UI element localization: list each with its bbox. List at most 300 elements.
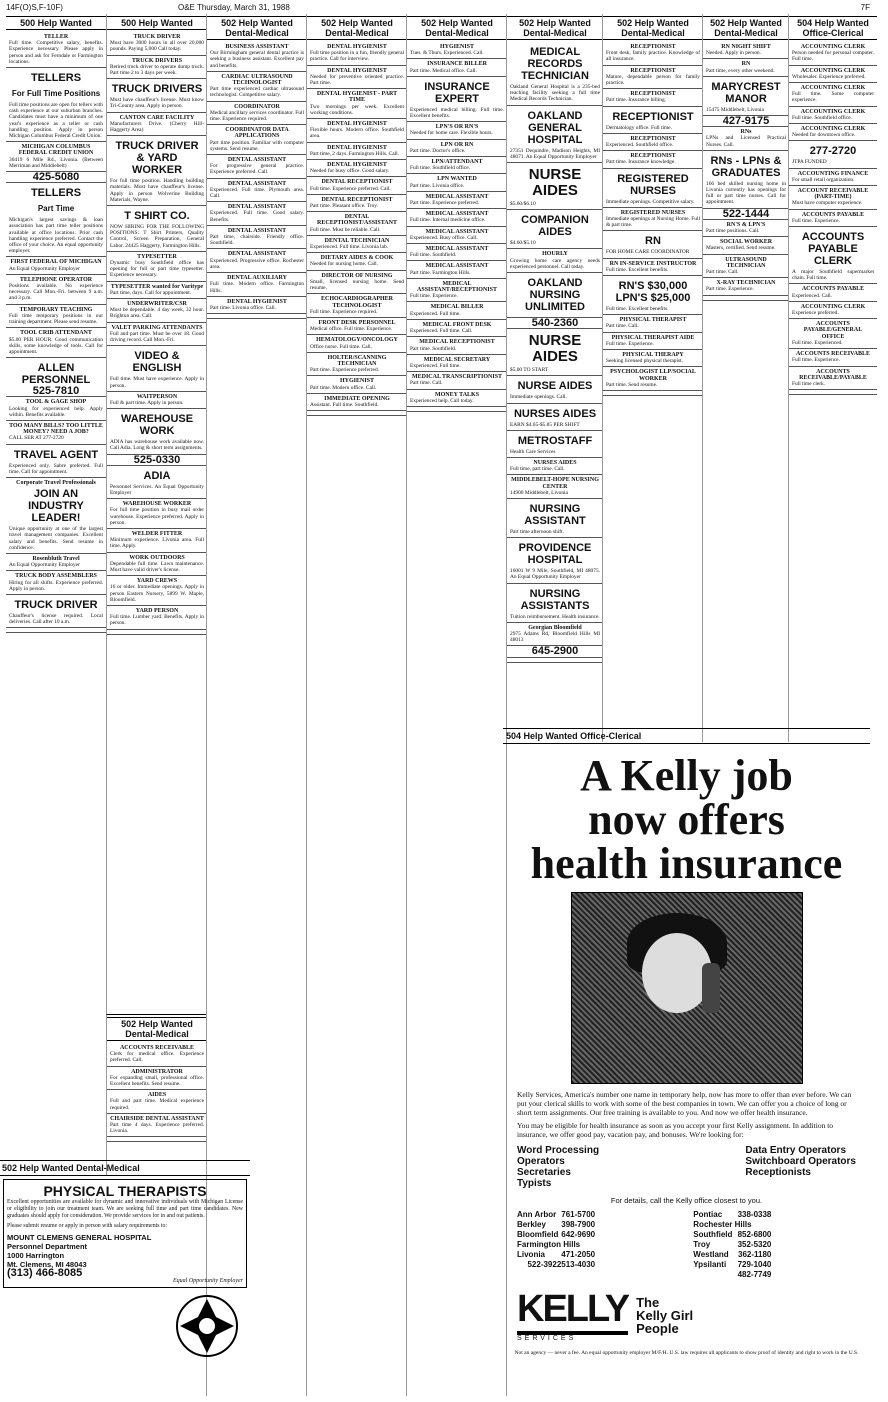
ad-heading: YARD PERSON: [135, 607, 179, 614]
ad-heading: ACCOUNTING CLERK: [800, 85, 866, 92]
classified-ad: [407, 157, 507, 174]
ad-text: Full and part time. Medical experience required.: [110, 1098, 204, 1111]
ad-text: Medical office. Full time. Experience.: [310, 326, 393, 333]
ad-heading: HYGIENIST: [339, 378, 374, 385]
classified-ad: [507, 329, 603, 376]
ad-text: Experienced. Full time. Livonia lab.: [310, 244, 388, 251]
ad-heading: LPN'S OR RN'S: [435, 124, 479, 131]
section-header: 502 Help Wanted Dental-Medical: [207, 16, 307, 40]
ad-text: Michigan's largest savings & loan association has part time teller positions available at office locations. Prior cash handling experience preferred. Contact the office of your choice. An equal opportunity employer.: [9, 217, 103, 255]
ad-heading: RECEPTIONIST: [630, 67, 676, 74]
classified-ad: [603, 367, 703, 391]
ad-display-heading: TRUCK DRIVER: [14, 598, 98, 611]
ad-text: Experienced. Progressive office. Rochester area.: [210, 257, 304, 270]
ad-heading: ADMINISTRATOR: [131, 1068, 183, 1075]
classified-ad: [307, 376, 407, 393]
ad-phone: 645-2900: [531, 645, 579, 658]
classified-ad: [507, 584, 603, 623]
ad-text: Part time. Doctor's office.: [410, 147, 466, 154]
position-item: Switchboard Operators: [745, 1156, 856, 1167]
ad-text: An Equal Opportunity Employer: [9, 562, 80, 569]
classified-ad: [407, 192, 507, 209]
ad-heading: X-RAY TECHNICIAN: [716, 280, 776, 287]
ad-subheading: Part Time: [37, 204, 75, 214]
classified-ad: [789, 227, 877, 284]
ad-display-heading: NURSE AIDES: [517, 380, 593, 393]
ad-heading: ECHOCARDIOGRAPHER TECHNOLOGIST: [320, 296, 393, 309]
ad-heading: ACCOUNTING CLERK: [800, 303, 866, 310]
ad-text: Part time. Experience preferred.: [310, 367, 379, 374]
ad-display-heading: NURSES AIDES: [513, 407, 597, 420]
classified-ad: [789, 66, 877, 83]
hospital-logo-icon: [172, 1291, 242, 1361]
office-city: Troy: [693, 1240, 711, 1249]
classified-ad: [789, 302, 877, 319]
ad-heading: MIDDLEBELT-HOPE NURSING CENTER: [511, 477, 599, 490]
classified-ad: [6, 571, 106, 595]
ad-display-heading: COMPANION AIDES: [521, 214, 589, 239]
ad-text: 166 bed skilled nursing home in Livonia currently has openings for full or part time nurses. Call for appointment.: [706, 180, 786, 206]
ad-text: Looking for experienced help. Apply within. Benefits available.: [9, 405, 103, 418]
ad-heading: Corporate Travel Professionals: [16, 479, 96, 486]
ad-text: Hiring for all shifts. Experience preferred. Apply in person.: [9, 579, 103, 592]
position-item: Data Entry Operators: [745, 1145, 847, 1156]
ad-text: Oakland General Hospital is a 235-bed teaching facility seeking a full time Medical Records Technician.: [510, 84, 600, 103]
classified-ad: [789, 42, 877, 66]
ad-cta: Please submit resume or apply in person with salary requirements to:: [7, 1223, 168, 1229]
ad-display-heading: JOIN AN INDUSTRY LEADER!: [28, 488, 84, 525]
ad-heading: TYPESETTER wanted for Varitype: [110, 283, 204, 290]
ad-heading: ULTRASOUND TECHNICIAN: [725, 256, 767, 269]
classified-ad: [703, 77, 789, 116]
ad-heading: ACCOUNTING CLERK: [800, 126, 866, 133]
office-city: Ypsilanti: [693, 1260, 727, 1269]
ad-heading: DENTAL RECEPTIONIST: [321, 179, 393, 186]
ad-heading: RNs: [740, 129, 752, 136]
classified-ad: [407, 209, 507, 226]
classified-ad: [307, 394, 407, 411]
classified-ad: [107, 529, 207, 553]
ad-text: Part time. Livonia office.: [410, 182, 465, 189]
ad-heading: TOO MANY BILLS? TOO LITTLE MONEY? NEED A JOB?: [9, 422, 103, 436]
classified-ad: [107, 136, 207, 206]
classified-ad: [703, 151, 789, 209]
ad-text: For full time position. Handling building materials. Must have chauffeur's license. Apply in person Wolverine Building Materials, Wayne.: [110, 178, 204, 203]
ad-heading: TEMPORARY TEACHING: [19, 306, 93, 313]
ad-text: Excellent opportunities are available for dynamic and innovative individuals with Michigan License or eligibility to join our treatment team. We are seeking full time and part time candidates. New graduates should apply for consideration. We provide services for in and out patients.: [7, 1199, 243, 1219]
ad-text: EARN $4.65-$5.85 PER SHIFT: [510, 421, 580, 428]
office-row: [517, 1230, 595, 1240]
classified-ad: [603, 134, 703, 151]
classified-ad: [107, 32, 207, 56]
classified-ad: [407, 227, 507, 244]
classified-ad: [107, 466, 207, 499]
position-item: Word Processing: [517, 1145, 600, 1156]
positions-right: [745, 1145, 856, 1189]
ad-heading: RECEPTIONIST: [630, 91, 676, 98]
ad-heading: FRONT DESK PERSONNEL: [318, 319, 396, 326]
ad-eligible: You may be eligible for health insurance as soon as you accept your first Kelly assignment. In addition to insurance, we offer good pay, vacation pay, and bonuses. We're looking for:: [517, 1121, 834, 1139]
ad-text: 27351 Dequindre, Madison Heights, MI 48071. An Equal Opportunity Employer: [510, 147, 600, 160]
ad-heading: MEDICAL ASSISTANT: [425, 228, 489, 235]
ad-text: Wholesaler. Experience preferred.: [792, 73, 866, 80]
ad-heading: DENTAL HYGIENIST: [327, 162, 387, 169]
ad-text: Immediate openings. Competitive salary.: [606, 198, 695, 205]
classified-ad: [407, 140, 507, 157]
ad-text: Positions available. No experience necessary. Call Mon.-Fri. between 9 a.m. and 3 p.m.: [9, 283, 103, 302]
classified-ad: [107, 1067, 207, 1091]
ad-heading: RN NIGHT SHIFT: [721, 44, 771, 50]
classified-ad: [207, 273, 307, 297]
ad-heading: PHYSICAL THERAPIST AIDE: [611, 334, 695, 341]
positions-list: [503, 1141, 870, 1193]
ad-heading: DENTAL HYGIENIST: [327, 144, 387, 151]
ad-text: LPNs and Licensed Practical Nurses. Call.: [706, 135, 786, 148]
ad-text: Part time, days. Call for appointment.: [110, 289, 192, 296]
ad-text: Experienced. Full time. Call.: [410, 328, 473, 335]
classified-ad: [789, 124, 877, 141]
ad-heading: DENTAL ASSISTANT: [227, 180, 287, 187]
ad-text: For progressive general practice. Experience preferred. Call.: [210, 163, 304, 176]
ad-subheading: For Full Time Positions: [11, 89, 101, 99]
ad-text: Part time 4 days. Experience preferred. Livonia.: [110, 1122, 204, 1135]
ad-heading: DENTAL HYGIENIST: [227, 298, 287, 305]
position-item: Typists: [517, 1178, 552, 1189]
ad-text: Full time. Lumber yard. Benefits. Apply in person.: [110, 614, 204, 627]
ad-big-heading: NURSE AIDES: [528, 332, 582, 366]
ad-headline: [503, 751, 870, 888]
ad-heading: FIRST FEDERAL OF MICHIGAN: [10, 259, 102, 266]
classified-ad: [107, 553, 207, 577]
section-header: 500 Help Wanted: [6, 16, 106, 30]
classified-ad: [6, 358, 106, 397]
ad-text: Masters, certified. Send resume.: [706, 245, 776, 252]
office-city: Ann Arbor: [517, 1210, 557, 1219]
classified-ad: [507, 210, 603, 249]
ad-text: Immediate openings at Nursing Home. Full & part time.: [606, 216, 700, 229]
classified-column: [602, 14, 703, 742]
ad-heading: COORDINATOR: [234, 103, 280, 110]
ad-text: $4.60/$5.10: [510, 240, 536, 247]
ad-heading: HEMATOLOGY/ONCOLOGY: [316, 337, 398, 344]
ad-text: 16001 W 9 Mile, Southfield, MI 48075. An Equal Opportunity Employer: [510, 568, 600, 581]
classified-ad: [207, 226, 307, 250]
classified-ad: [703, 220, 789, 237]
org-name: MOUNT CLEMENS GENERAL HOSPITAL: [7, 1233, 152, 1242]
tagline-1: The: [636, 1294, 660, 1310]
ad-text: $5.00 PER HOUR. Good communication skills, some knowledge of tools. Call for appointment.: [9, 336, 103, 355]
phone: (313) 466-8085: [7, 1267, 83, 1279]
ad-text: Full time. Must be reliable. Call.: [310, 226, 381, 233]
eoe: Equal Opportunity Employer: [173, 1278, 243, 1284]
position-item: Operators: [517, 1156, 565, 1167]
filler-text: [6, 628, 106, 633]
ad-text: Part time. Southfield.: [410, 345, 457, 352]
office-phone: 852-6800: [737, 1230, 772, 1239]
ad-text: Retired truck driver to operate dump truck. Part time 2 to 3 days per week.: [110, 63, 204, 77]
offices-left: [517, 1210, 680, 1280]
classified-ad: [107, 606, 207, 630]
ad-heading: MEDICAL ASSISTANT: [425, 263, 489, 270]
classified-column: [106, 14, 207, 1174]
classified-ad: [6, 257, 106, 274]
classified-ad: [407, 390, 507, 407]
ad-text: Part time. Insurance knowledge.: [606, 159, 676, 166]
classified-ad: [789, 349, 877, 366]
ad-text: Part time. Medical office. Call.: [410, 67, 477, 74]
ad-text: Part time. Insurance billing.: [606, 97, 667, 104]
ad-text: Needed for home care. Flexible hours.: [410, 130, 493, 137]
ad-text: Person needed for personal computer. Full time.: [792, 50, 874, 63]
classified-ad: [6, 554, 106, 571]
ad-heading: REGISTERED NURSES: [620, 209, 686, 216]
headline-line-1: A Kelly job: [580, 751, 793, 800]
ad-heading: COORDINATOR DATA APPLICATIONS: [225, 127, 289, 140]
classified-ad: [107, 299, 207, 323]
classified-ad: [603, 151, 703, 168]
classified-ad: [6, 32, 106, 68]
ad-heading: MEDICAL FRONT DESK: [422, 321, 492, 328]
ad-text: Part time. Send resume.: [606, 381, 658, 388]
ad-text: For small retail organization.: [792, 176, 855, 183]
ad-text: For full time position in busy mail order warehouse. Experience preferred. Apply in person.: [110, 507, 204, 526]
ad-heading: DENTAL HYGIENIST: [327, 121, 387, 128]
ad-text: A major Southfield supermarket chain. Full time.: [792, 269, 874, 282]
classified-ad: [603, 315, 703, 332]
classified-ad: [6, 275, 106, 305]
classified-ad: [603, 231, 703, 258]
classified-ad: [107, 113, 207, 137]
classified-column: [6, 14, 106, 1174]
ad-text: Needed for preventive oriented practice. Part time.: [310, 73, 404, 87]
classified-ad: [703, 237, 789, 254]
ad-text: Full time position in a fun, friendly general practice. Call for interview.: [310, 50, 404, 63]
logo-services: SERVICES: [517, 1335, 577, 1342]
ad-heading: RECEPTIONIST: [630, 135, 676, 142]
ad-text: Experienced. Busy office. Call.: [410, 234, 478, 241]
ad-heading: MONEY TALKS: [434, 391, 480, 398]
ad-heading: HOURLY: [542, 251, 568, 258]
ad-heading: RN IN-SERVICE INSTRUCTOR: [609, 260, 697, 267]
tagline-3: People: [636, 1320, 679, 1336]
classified-column: [406, 14, 507, 1396]
masthead: [0, 0, 888, 14]
ad-heading: PHYSICAL THERAPIST: [619, 317, 687, 324]
ad-display-heading: MEDICAL RECORDS TECHNICIAN: [521, 46, 589, 82]
ad-text: Full time. Southfield office.: [410, 165, 470, 172]
ad-phone: 522-1444: [722, 207, 770, 220]
classified-ad: [6, 478, 106, 554]
office-city: Farmington Hills: [517, 1240, 581, 1249]
classified-ad: [703, 116, 789, 127]
ad-text: Full time. Internal medicine office.: [410, 217, 486, 224]
ad-heading: MEDICAL ASSISTANT/RECEPTIONIST: [417, 280, 497, 294]
headline-line-2: now offers: [588, 795, 785, 844]
filler-text: [703, 296, 789, 301]
ad-text: Full time. Excellent benefits.: [606, 306, 669, 313]
ad-display-heading: WAREHOUSE WORK: [120, 413, 194, 438]
classified-ad: [107, 79, 207, 112]
classified-ad: [207, 202, 307, 226]
classified-ad: [107, 282, 207, 299]
ad-text: Full time. Experienced.: [792, 339, 843, 346]
classified-ad: [307, 353, 407, 377]
classified-ad: [507, 623, 603, 647]
classified-ad: [407, 302, 507, 319]
classified-ad: [507, 106, 603, 163]
ad-display-heading: MARYCREST MANOR: [711, 80, 781, 105]
ad-text: Growing home care agency needs experienced personnel. Call today.: [510, 257, 600, 270]
classified-ad: [507, 404, 603, 431]
ad-heading: MICHIGAN COLUMBUS FEDERAL CREDIT UNION: [18, 144, 94, 157]
section-header: 502 Help Wanted Dental-Medical: [0, 1161, 250, 1176]
position-item: Secretaries: [517, 1167, 571, 1178]
classified-ad: [407, 261, 507, 278]
ad-text: Full time. Competitive salary, benefits. Experience necessary. Please apply in person and ask for Ferndale or Farmington locations.: [9, 40, 103, 65]
ad-heading: ACCOUNTS PAYABLE/GENERAL OFFICE: [803, 321, 863, 340]
classified-ad: [107, 392, 207, 409]
ad-text: Full time temporary positions in our training department. Please send resume.: [9, 312, 103, 326]
headline-line-3: health insurance: [530, 839, 843, 888]
ad-text: Dynamic busy Southfield office has opening for full or part time typesetter. Experience necessary.: [110, 260, 204, 279]
classified-ad: [603, 350, 703, 367]
ad-phone: 525-7810: [32, 385, 80, 398]
ad-display-heading: 277-2720: [809, 145, 857, 158]
ad-text: Clerk for medical office. Experience preferred. Call.: [110, 1051, 204, 1064]
classified-ad: [789, 284, 877, 301]
ad-heading: MEDICAL ASSISTANT: [425, 193, 489, 200]
ad-heading: ACCOUNT RECEIVABLE (PART-TIME): [797, 188, 869, 201]
classified-ad: [107, 1043, 207, 1067]
ad-heading: WAREHOUSE WORKER: [122, 501, 192, 508]
ad-heading: TOOL CRIB ATTENDANT: [20, 330, 92, 337]
ad-display-heading: ALLEN PERSONNEL: [21, 362, 91, 387]
office-phone: 729-1040: [737, 1260, 772, 1269]
office-phone: 513-4030: [561, 1260, 596, 1269]
ad-text: Part time. Call.: [706, 269, 739, 276]
ad-heading: MEDICAL ASSISTANT: [425, 246, 489, 253]
ad-heading: MEDICAL RECEPTIONIST: [419, 339, 495, 346]
classified-ad: [307, 160, 407, 177]
ad-text: ADIA has warehouse work available now. Call Adia. Long & short term assignments.: [110, 439, 204, 452]
ad-text: Experienced. Southfield office.: [606, 142, 674, 149]
ad-display-heading: NURSING ASSISTANTS: [520, 587, 590, 612]
section-header: 500 Help Wanted: [107, 16, 207, 30]
classified-ad: [789, 107, 877, 124]
office-phone: 642-9690: [561, 1230, 596, 1239]
classified-column: [702, 14, 789, 742]
ad-heading: RN: [741, 61, 751, 68]
ad-text: Full time clerk.: [792, 380, 826, 387]
ad-text: CALL SER AT 277-2720: [9, 435, 64, 442]
classified-ad: [107, 455, 207, 466]
ad-text: Tuition reimbursement. Health insurance.: [510, 613, 600, 620]
ad-heading: BUSINESS ASSISTANT: [225, 44, 289, 50]
telephone-icon: [702, 963, 720, 1013]
ad-heading: TRUCK DRIVER: [133, 34, 181, 40]
classified-ad: [6, 172, 106, 183]
classified-column: [788, 14, 877, 742]
ad-text: Full time. Modern office. Farmington Hills.: [210, 281, 304, 294]
city: Mt. Clemens, MI 48043: [7, 1260, 87, 1269]
office-phone: 482-7749: [737, 1270, 772, 1279]
ad-heading: LPN/ATTENDANT: [431, 159, 483, 166]
ad-text: Experienced only. Sabre preferred. Full time. Call for appointment.: [9, 462, 103, 475]
ad-text: Full time positions are open for tellers with cash experience at our suburban branches. Candidates must have a minimum of one year's experience as a teller or cash handling position. Apply in person Michigan Columbus Federal Credit Union.: [9, 102, 103, 140]
office-row: [693, 1210, 771, 1220]
classified-ad: [107, 56, 207, 80]
ad-display-heading: VIDEO & ENGLISH: [132, 350, 182, 375]
section-header: 502 Help Wanted Dental-Medical: [603, 16, 703, 40]
ad-heading: DENTAL ASSISTANT: [227, 251, 287, 258]
ad-text: JTPA FUNDED: [792, 159, 827, 166]
ad-text: 15475 Middlebelt, Livonia: [706, 106, 764, 113]
classified-ad: [307, 42, 407, 66]
office-phone: 522-3922: [527, 1260, 562, 1269]
ad-text: Personnel Services. An Equal Opportunity Employer: [110, 483, 204, 496]
ad-text: Full time. Experience required.: [310, 308, 378, 315]
classified-ad: [6, 68, 106, 142]
ad-heading: WAITPERSON: [136, 393, 178, 400]
ad-text: Experienced. Full time. Good salary. Benefits.: [210, 210, 304, 223]
ad-heading: MEDICAL BILLER: [430, 304, 484, 311]
ad-display-heading: RECEPTIONIST: [612, 110, 694, 123]
ad-heading: DENTAL ASSISTANT: [227, 204, 287, 211]
classified-ad: [507, 42, 603, 106]
ad-heading: TELLER: [43, 34, 69, 40]
ad-text: 30419 6 Mile Rd., Livonia. (Between Merriman and Middlebelt): [9, 156, 103, 169]
ad-heading: YARD CREWS: [136, 578, 178, 585]
classified-ad: [307, 212, 407, 236]
ad-text: Full time. Excellent benefits.: [606, 266, 669, 273]
classified-ad: [789, 186, 877, 210]
classified-ad: [307, 271, 407, 295]
ad-text: Chauffeur's license required. Local deliveries. Call after 10 a.m.: [9, 612, 103, 626]
classified-ad: [407, 355, 507, 372]
ad-heading: DENTAL RECEPTIONIST/ASSISTANT: [317, 214, 397, 227]
ad-heading: DENTAL RECEPTIONIST: [321, 196, 393, 203]
ad-text: Must have computer experience.: [792, 200, 863, 207]
section-header: 502 Help Wanted Dental-Medical: [407, 16, 507, 40]
classified-ad: [307, 318, 407, 335]
classified-ad: [789, 367, 877, 391]
office-phone: 352-5320: [737, 1240, 772, 1249]
ad-text: Full time. Experience.: [606, 340, 654, 347]
ad-heading: UNDERWRITER/CSR: [127, 301, 187, 308]
ad-box: [3, 1179, 247, 1288]
ad-heading: CHAIRSIDE DENTAL ASSISTANT: [110, 1115, 204, 1122]
classified-ad: [307, 195, 407, 212]
ad-text: Part time. Call.: [410, 380, 443, 387]
ad-heading: VALET PARKING ATTENDANTS: [111, 324, 203, 331]
ad-display-heading: RN'S $30,000 LPN'S $25,000: [615, 280, 691, 305]
filler-text: [307, 411, 407, 416]
ad-text: Full time. Southfield.: [410, 252, 457, 259]
ad-heading: PSYCHOLOGIST LLP/SOCIAL WORKER: [610, 369, 696, 382]
ad-display-heading: METROSTAFF: [517, 434, 593, 447]
ad-heading: HOLTER/SCANNING TECHNICIAN: [327, 354, 387, 367]
ad-text: Part time. Experience preferred.: [410, 200, 479, 207]
ad-heading: PHYSICAL THERAPY: [622, 352, 684, 359]
ad-text: Experienced medical billing. Full time. Excellent benefits.: [410, 106, 504, 120]
classified-ad: [107, 346, 207, 391]
ad-heading: RECEPTIONIST: [630, 44, 676, 50]
ad-display-heading: REGISTERED NURSES: [617, 172, 689, 197]
ad-text: Part time experienced cardiac ultrasound technologist. Competitive salary.: [210, 86, 304, 99]
ad-heading: TOOL & GAGE SHOP: [25, 399, 87, 406]
office-phone: 471-2050: [561, 1250, 596, 1259]
office-phone: 761-5700: [561, 1210, 596, 1219]
